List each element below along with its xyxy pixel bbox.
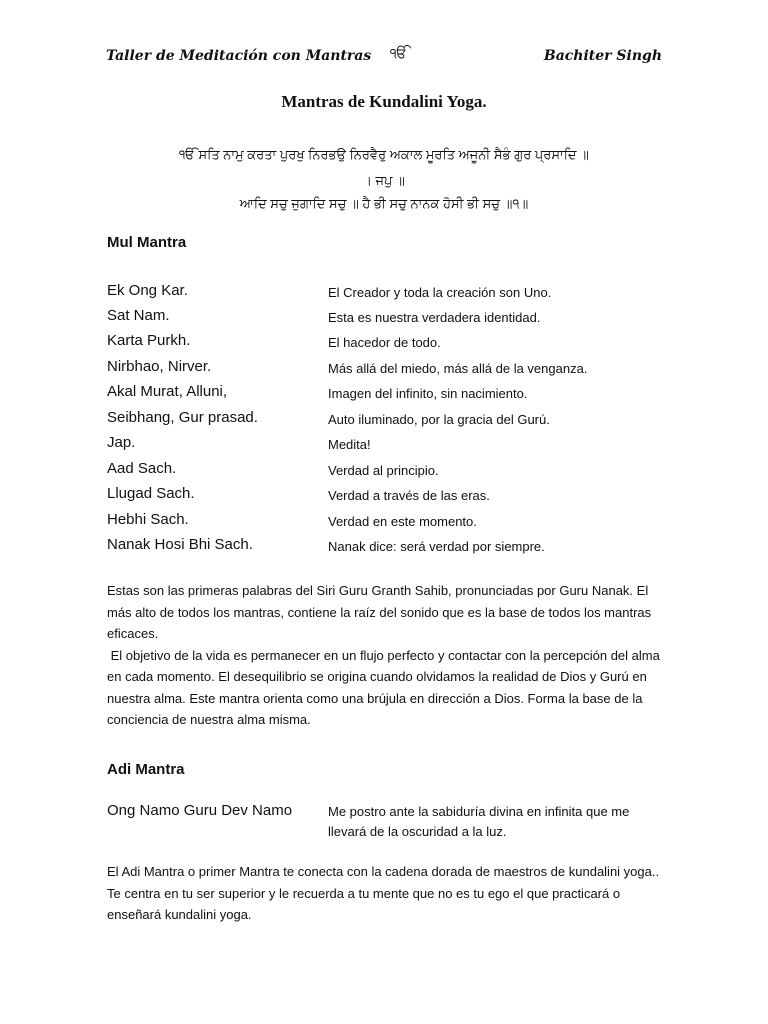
header-author: Bachiter Singh: [543, 48, 662, 64]
gurbani-line-3: ਆਦਿ ਸਚੁ ਜੁਗਾਦਿ ਸਚੁ ॥ ਹੈ ਭੀ ਸਚੁ ਨਾਨਕ ਹੋਸੀ ਭੀ ਸਚੁ ॥੧॥: [239, 196, 529, 211]
mantra-row: [107, 332, 667, 356]
mantra-row: [107, 511, 667, 535]
mantra-translation: Verdad en este momento.: [328, 514, 477, 529]
mantra-row: [107, 282, 667, 306]
mantra-row: [107, 358, 667, 382]
mantra-row: [107, 434, 667, 458]
mantra-gurmukhi: Llugad Sach.: [107, 485, 195, 502]
mantra-row: [107, 485, 667, 509]
page-header: [106, 44, 662, 70]
mantra-gurmukhi: Ek Ong Kar.: [107, 282, 188, 299]
mantra-row: [107, 307, 667, 331]
mantra-gurmukhi: Jap.: [107, 434, 136, 451]
mantra-translation: Imagen del infinito, sin nacimiento.: [328, 386, 528, 401]
mantra-row: [107, 460, 667, 484]
mul-mantra-description: [107, 580, 663, 731]
mantra-row: [107, 383, 667, 407]
mantra-translation: Medita!: [328, 437, 371, 452]
mantra-gurmukhi: Akal Murat, Alluni,: [107, 383, 228, 400]
mantra-gurmukhi: Sat Nam.: [107, 307, 170, 324]
mantra-translation: El Creador y toda la creación son Uno.: [328, 285, 552, 300]
adi-mantra-gurmukhi: Ong Namo Guru Dev Namo: [107, 802, 293, 819]
mul-mantra-paragraph-2: El objetivo de la vida es permanecer en un flujo perfecto y contactar con la percepción del alma en cada momento. El desequilibrio se origina cuando olvidamos la realidad de Dios y Gurú en nuestra alma. Este mantra orienta como una brújula en dirección a Dios. Forma la base de la conciencia de nuestra alma misma.: [107, 647, 664, 727]
mantra-gurmukhi: Seibhang, Gur prasad.: [107, 409, 258, 426]
mul-mantra-paragraph-1: Estas son las primeras palabras del Siri Guru Granth Sahib, pronunciadas por Guru Nanak. El más alto de todos los mantras, contiene la raíz del sonido que es la base de todos los mantras eficaces.: [107, 583, 652, 641]
mantra-gurmukhi: Nanak Hosi Bhi Sach.: [107, 536, 253, 553]
adi-mantra-heading: Adi Mantra: [107, 761, 185, 778]
gurbani-line-2: । ਜਪੁ ॥: [363, 173, 405, 188]
mantra-translation: Nanak dice: será verdad por siempre.: [328, 539, 545, 554]
adi-mantra-description: El Adi Mantra o primer Mantra te conecta con la cadena dorada de maestros de kundalini yoga.. Te centra en tu ser superior y le recuerda a tu mente que no es tu ego el que practicará o enseñará kundalini yoga.: [107, 864, 660, 922]
mantra-row: [107, 409, 667, 433]
mantra-gurmukhi: Hebhi Sach.: [107, 511, 189, 528]
mantra-translation: Verdad al principio.: [328, 463, 439, 478]
mantra-translation: Auto iluminado, por la gracia del Gurú.: [328, 412, 550, 427]
mantra-row: [107, 536, 667, 560]
mantra-gurmukhi: Aad Sach.: [107, 460, 177, 477]
page-title: Mantras de Kundalini Yoga.: [281, 92, 487, 111]
mantra-translation: Más allá del miedo, más allá de la venganza.: [328, 361, 588, 376]
gurbani-line-1: ੴ ਸਤਿ ਨਾਮੁ ਕਰਤਾ ਪੁਰਖੁ ਨਿਰਭਉ ਨਿਰਵੈਰੁ ਅਕਾਲ ਮੂਰਤਿ ਅਜੂਨੀ ਸੈਭੰ ਗੁਰ ਪ੍ਰਸਾਦਿ ॥: [179, 147, 589, 162]
mantra-translation: Esta es nuestra verdadera identidad.: [328, 310, 541, 325]
mantra-gurmukhi: Karta Purkh.: [107, 332, 191, 349]
ik-onkar-symbol: ੴ: [390, 46, 408, 62]
mantra-translation: El hacedor de todo.: [328, 335, 441, 350]
mantra-translation: Verdad a través de las eras.: [328, 488, 490, 503]
adi-mantra-translation: Me postro ante la sabiduría divina en infinita que me llevará de la oscuridad a la luz.: [328, 804, 630, 839]
mul-mantra-heading: Mul Mantra: [107, 234, 187, 251]
header-workshop-title: Taller de Meditación con Mantras: [106, 48, 372, 64]
mantra-gurmukhi: Nirbhao, Nirver.: [107, 358, 212, 375]
